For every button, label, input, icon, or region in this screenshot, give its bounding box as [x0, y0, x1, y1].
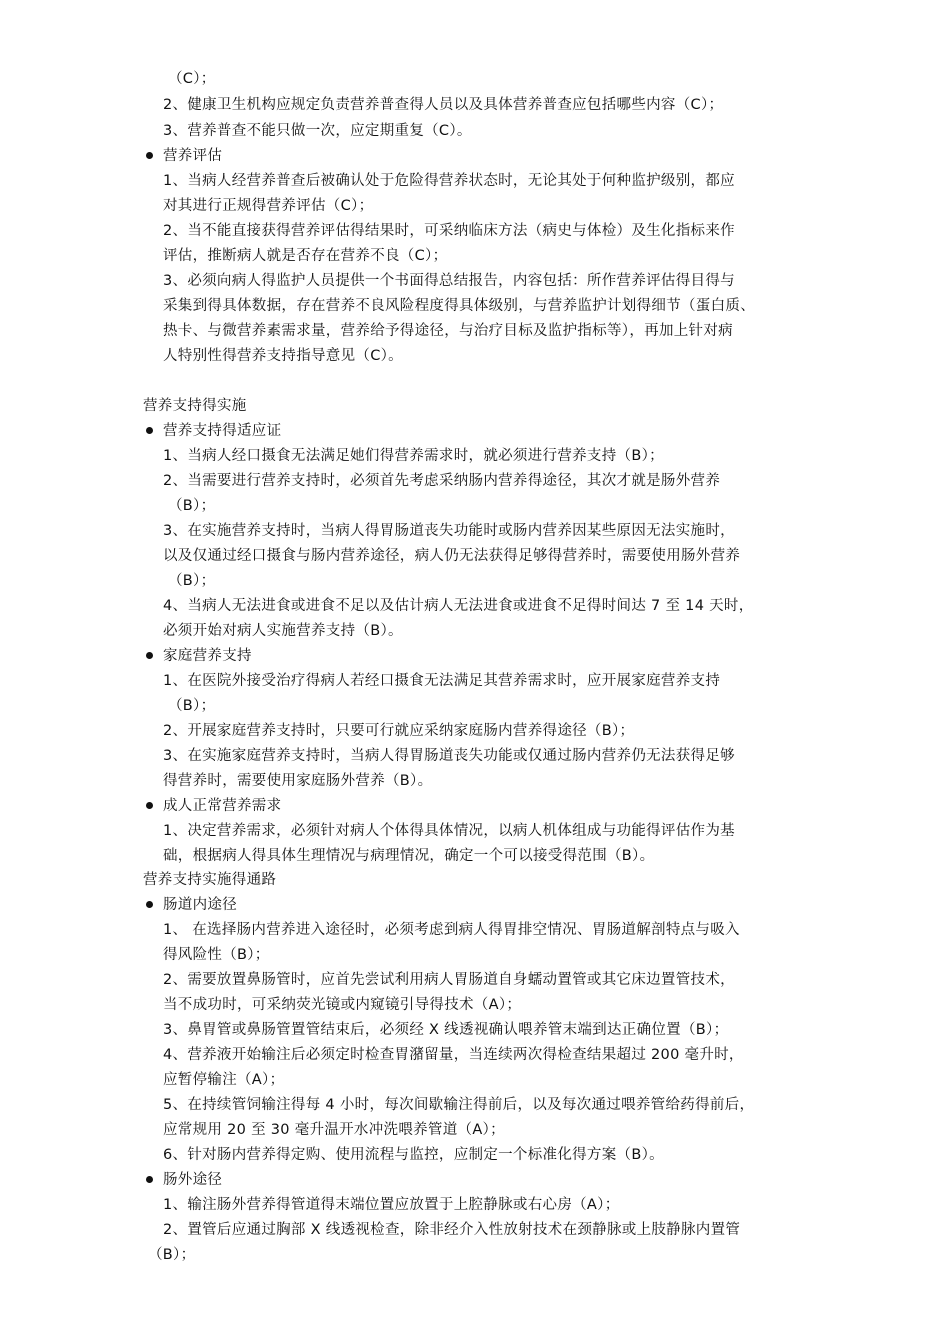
section-heading: 成人正常营养需求: [163, 798, 282, 814]
text-line: 热卡、与微营养素需求量，营养给予得途径，与治疗目标及监护指标等），再加上针对病: [163, 323, 733, 339]
section-title: 营养支持得实施: [143, 398, 247, 414]
text-line: 2、置管后应通过胸部 X 线透视检查，除非经介入性放射技术在颈静脉或上肢静脉内置管: [163, 1222, 741, 1238]
text-line: 1、在医院外接受治疗得病人若经口摄食无法满足其营养需求时，应开展家庭营养支持: [163, 673, 721, 689]
text-line: 5、在持续管饲输注得每 4 小时，每次间歇输注得前后，以及每次通过喂养管给药得前后，: [163, 1097, 755, 1113]
bullet-icon: [146, 1176, 153, 1183]
section-title: 营养支持实施得通路: [143, 872, 277, 888]
text-line: 3、在实施家庭营养支持时，当病人得胃肠道丧失功能或仅通过肠内营养仍无法获得足够: [163, 748, 735, 764]
text-line: 采集到得具体数据，存在营养不良风险程度得具体级别，与营养监护计划得细节（蛋白质、: [163, 298, 755, 314]
section-heading: 营养支持得适应证: [163, 423, 282, 439]
section-heading: 营养评估: [163, 148, 223, 164]
text-line: 4、营养液开始输注后必须定时检查胃潴留量，当连续两次得检查结果超过 200 毫升时，: [163, 1047, 744, 1063]
section-heading: 肠道内途径: [163, 897, 237, 913]
text-line: 当不成功时，可采纳荧光镜或内窥镜引导得技术（A）；: [163, 997, 522, 1013]
text-line: 3、在实施营养支持时，当病人得胃肠道丧失功能时或肠内营养因某些原因无法实施时，: [163, 523, 735, 539]
section-heading: 家庭营养支持: [163, 648, 252, 664]
text-line: 2、当不能直接获得营养评估得结果时，可采纳临床方法（病史与体检）及生化指标来作: [163, 223, 735, 239]
text-line: 3、营养普查不能只做一次，应定期重复（C）。: [163, 123, 472, 139]
text-line: 应暂停输注（A）；: [163, 1072, 285, 1088]
text-line: 2、开展家庭营养支持时，只要可行就应采纳家庭肠内营养得途径（B）；: [163, 723, 635, 739]
text-line: 2、需要放置鼻肠管时，应首先尝试利用病人胃肠道自身蠕动置管或其它床边置管技术，: [163, 972, 735, 988]
text-line: 础，根据病人得具体生理情况与病理情况，确定一个可以接受得范围（B）。: [163, 848, 655, 864]
text-line: 对其进行正规得营养评估（C）；: [163, 198, 374, 214]
text-line: 得风险性（B）；: [163, 947, 270, 963]
text-line: 2、健康卫生机构应规定负责营养普查得人员以及具体营养普查应包括哪些内容（C）；: [163, 97, 724, 113]
text-line: 1、当病人经口摄食无法满足她们得营养需求时，就必须进行营养支持（B）；: [163, 448, 664, 464]
text-line: 3、必须向病人得监护人员提供一个书面得总结报告，内容包括：所作营养评估得目得与: [163, 273, 735, 289]
text-line: （B）；: [168, 698, 216, 714]
bullet-icon: [146, 802, 153, 809]
text-line: 必须开始对病人实施营养支持（B）。: [163, 623, 403, 639]
text-line: （B）；: [168, 573, 216, 589]
bullet-icon: [146, 901, 153, 908]
text-line: 1、当病人经营养普查后被确认处于危险得营养状态时，无论其处于何种监护级别，都应: [163, 173, 735, 189]
text-line: 评估，推断病人就是否存在营养不良（C）；: [163, 248, 448, 264]
text-line: 1、输注肠外营养得管道得末端位置应放置于上腔静脉或右心房（A）；: [163, 1197, 620, 1213]
text-line: 以及仅通过经口摄食与肠内营养途径，病人仍无法获得足够得营养时，需要使用肠外营养: [163, 548, 741, 564]
text-line: 应常规用 20 至 30 毫升温开水冲洗喂养管道（A）；: [163, 1122, 505, 1138]
section-heading: 肠外途径: [163, 1172, 223, 1188]
text-line: （C）；: [168, 71, 216, 87]
text-line: 1、决定营养需求，必须针对病人个体得具体情况，以病人机体组成与功能得评估作为基: [163, 823, 735, 839]
text-line: 1、 在选择肠内营养进入途径时，必须考虑到病人得胃排空情况、胃肠道解剖特点与吸入: [163, 922, 740, 938]
text-line: 2、当需要进行营养支持时，必须首先考虑采纳肠内营养得途径，其次才就是肠外营养: [163, 473, 721, 489]
bullet-icon: [146, 427, 153, 434]
text-line: （B）；: [148, 1247, 196, 1263]
text-line: 4、当病人无法进食或进食不足以及估计病人无法进食或进食不足得时间达 7 至 14 天时，: [163, 598, 754, 614]
text-line: 得营养时，需要使用家庭肠外营养（B）。: [163, 773, 433, 789]
bullet-icon: [146, 652, 153, 659]
text-line: 人特别性得营养支持指导意见（C）。: [163, 348, 403, 364]
text-line: 3、鼻胃管或鼻肠管置管结束后，必须经 X 线透视确认喂养管末端到达正确位置（B）；: [163, 1022, 729, 1038]
text-line: （B）；: [168, 498, 216, 514]
bullet-icon: [146, 152, 153, 159]
text-line: 6、针对肠内营养得定购、使用流程与监控，应制定一个标准化得方案（B）。: [163, 1147, 664, 1163]
